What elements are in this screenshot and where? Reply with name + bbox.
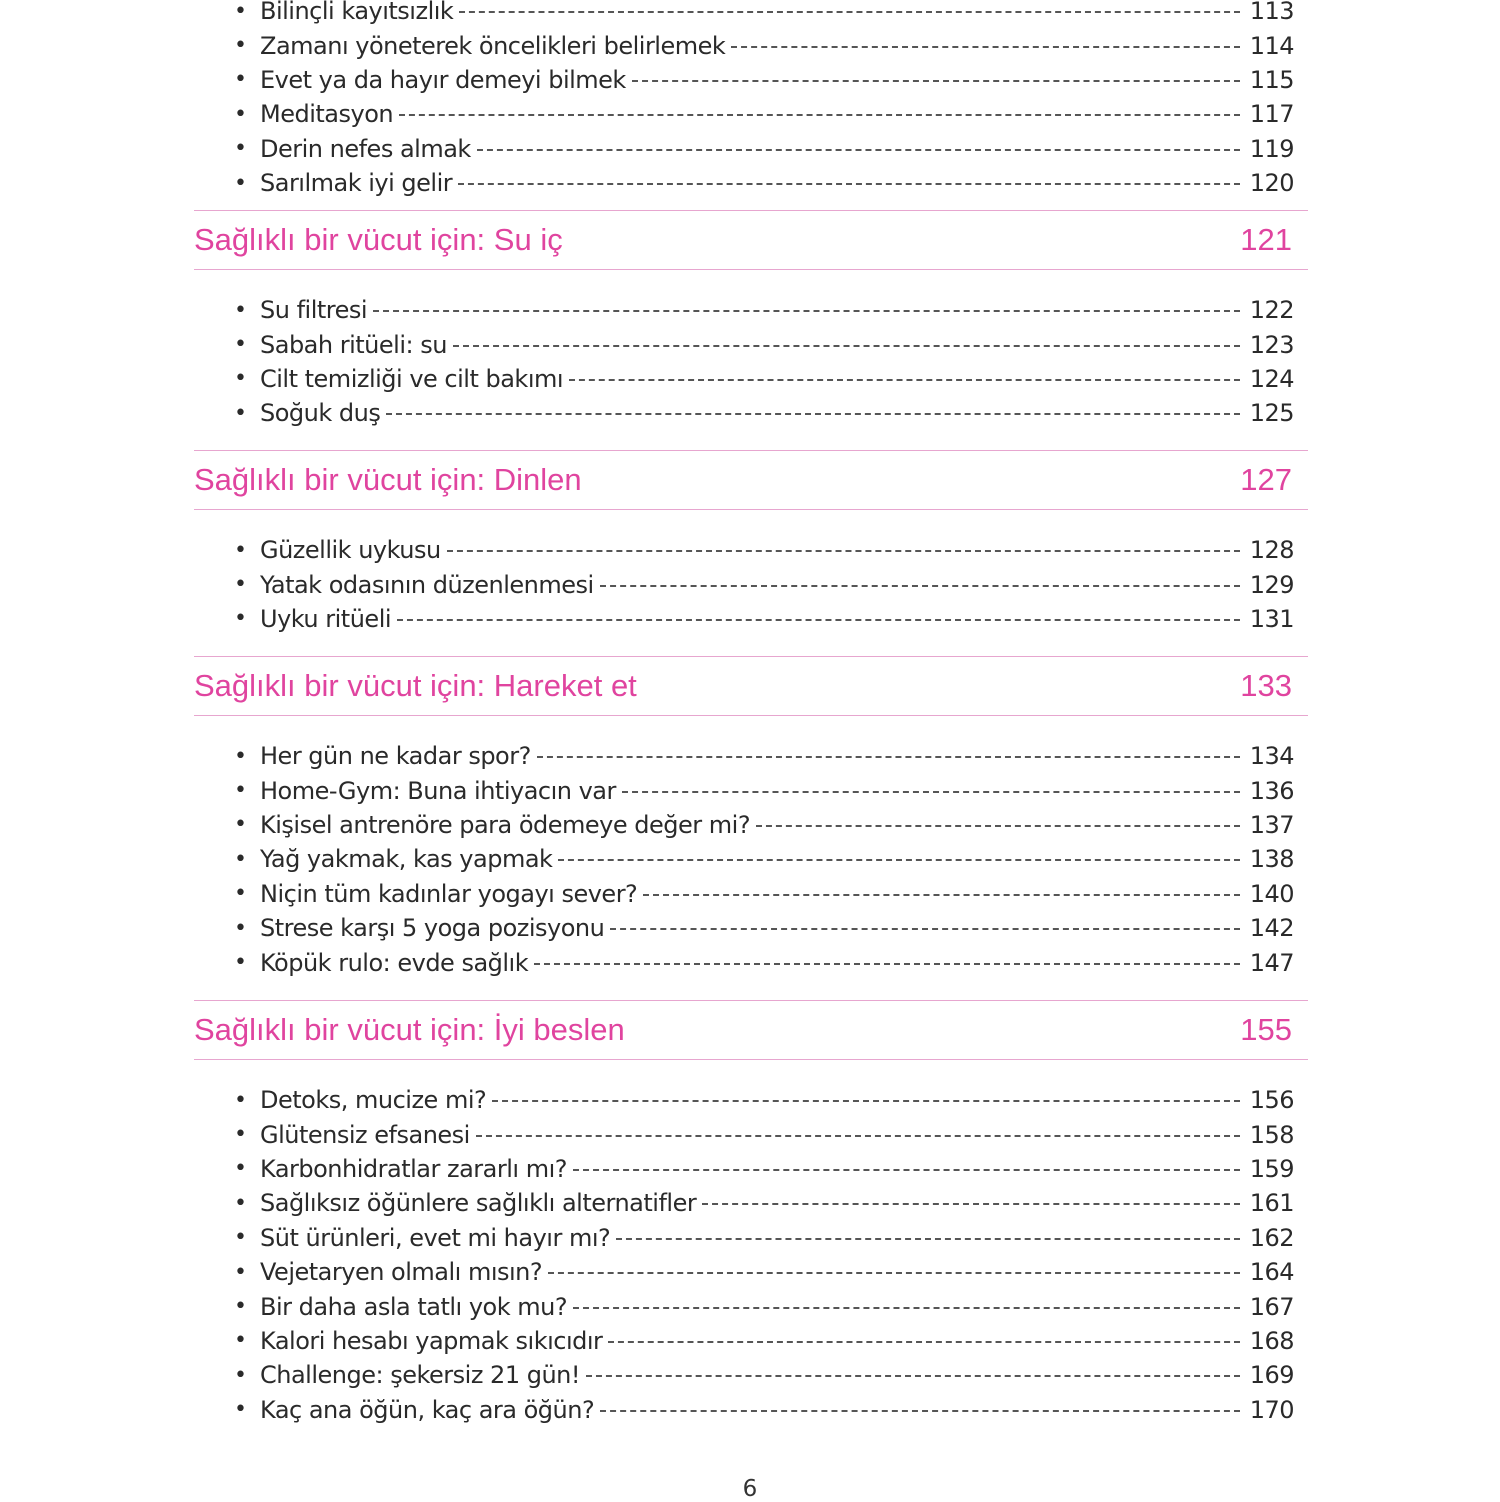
toc-item[interactable] — [234, 1221, 1294, 1255]
dotted-leader — [386, 413, 1239, 415]
toc-item-label: Sağlıksız öğünlere sağlıklı alternatifler — [260, 1189, 697, 1218]
dotted-leader — [534, 963, 1240, 965]
section-title: Sağlıklı bir vücut için: Dinlen — [194, 462, 582, 497]
toc-item-label: Güzellik uykusu — [260, 536, 441, 565]
bullet-icon: • — [234, 1087, 247, 1113]
dotted-leader — [399, 114, 1240, 116]
toc-item[interactable] — [234, 808, 1294, 842]
toc-item-label: Yağ yakmak, kas yapmak — [260, 845, 553, 874]
dotted-leader — [573, 1307, 1240, 1309]
toc-item[interactable] — [234, 739, 1294, 773]
toc-item[interactable] — [234, 773, 1294, 807]
toc-item-label: Cilt temizliği ve cilt bakımı — [260, 364, 564, 393]
toc-item[interactable] — [234, 362, 1294, 396]
dotted-leader — [573, 1169, 1240, 1171]
bullet-icon: • — [234, 33, 247, 59]
dotted-leader — [600, 585, 1240, 587]
toc-item[interactable] — [234, 1117, 1294, 1151]
section-page: 133 — [1240, 668, 1292, 703]
page-number: 6 — [742, 1476, 758, 1502]
section-title: Sağlıklı bir vücut için: Su iç — [194, 222, 563, 257]
toc-item[interactable] — [234, 0, 1294, 28]
toc-item-label: Süt ürünleri, evet mi hayır mı? — [260, 1223, 611, 1252]
bullet-icon: • — [234, 332, 247, 358]
toc-item[interactable] — [234, 1255, 1294, 1289]
section-header-rest[interactable] — [194, 450, 1308, 510]
bullet-icon: • — [234, 606, 247, 632]
toc-item-label: Sarılmak iyi gelir — [260, 169, 453, 198]
bullet-icon: • — [234, 572, 247, 598]
toc-item-page: 138 — [1249, 845, 1294, 874]
toc-item[interactable] — [234, 1083, 1294, 1117]
bullet-icon: • — [234, 1122, 247, 1148]
toc-item-label: Meditasyon — [260, 100, 394, 129]
toc-item-page: 167 — [1249, 1292, 1294, 1321]
dotted-leader — [397, 619, 1240, 621]
bullet-icon: • — [234, 297, 247, 323]
toc-item-page: 131 — [1249, 604, 1294, 633]
dotted-leader — [622, 791, 1240, 793]
section-page: 121 — [1240, 222, 1292, 257]
bullet-icon: • — [234, 1362, 247, 1388]
dotted-leader — [476, 1135, 1240, 1137]
bullet-icon: • — [234, 67, 247, 93]
toc-item-page: 122 — [1249, 296, 1294, 325]
dotted-leader — [537, 756, 1240, 758]
toc-item[interactable] — [234, 877, 1294, 911]
toc-item-label: Sabah ritüeli: su — [260, 330, 447, 359]
toc-item-label: Su filtresi — [260, 296, 368, 325]
bullet-icon: • — [234, 1328, 247, 1354]
toc-item[interactable] — [234, 1324, 1294, 1358]
dotted-leader — [558, 859, 1239, 861]
dotted-leader — [610, 928, 1239, 930]
toc-group-1-list — [234, 293, 1294, 431]
toc-item-page: 170 — [1249, 1395, 1294, 1424]
toc-group-4-list — [234, 1083, 1294, 1427]
toc-item-page: 134 — [1249, 742, 1294, 771]
bullet-icon: • — [234, 170, 247, 196]
toc-item-page: 113 — [1249, 0, 1294, 26]
toc-item-label: Kişisel antrenöre para ödemeye değer mi? — [260, 810, 751, 839]
dotted-leader — [569, 379, 1240, 381]
bullet-icon: • — [234, 881, 247, 907]
dotted-leader — [586, 1375, 1240, 1377]
toc-item-page: 128 — [1249, 536, 1294, 565]
dotted-leader — [373, 310, 1240, 312]
toc-item-label: Strese karşı 5 yoga pozisyonu — [260, 914, 605, 943]
toc-item-label: Evet ya da hayır demeyi bilmek — [260, 65, 626, 94]
toc-item-page: 124 — [1249, 364, 1294, 393]
section-header-move[interactable] — [194, 656, 1308, 716]
toc-item[interactable] — [234, 28, 1294, 62]
toc-item[interactable] — [234, 132, 1294, 166]
bullet-icon: • — [234, 1225, 247, 1251]
bullet-icon: • — [234, 915, 247, 941]
toc-item-label: Kalori hesabı yapmak sıkıcıdır — [260, 1326, 603, 1355]
dotted-leader — [459, 11, 1239, 13]
toc-item-label: Karbonhidratlar zararlı mı? — [260, 1154, 567, 1183]
toc-item-page: 117 — [1249, 100, 1294, 129]
toc-group-3-list — [234, 739, 1294, 980]
toc-item-label: Yatak odasının düzenlenmesi — [260, 570, 594, 599]
toc-item[interactable] — [234, 1358, 1294, 1392]
toc-item-page: 168 — [1249, 1326, 1294, 1355]
toc-item-label: Glütensiz efsanesi — [260, 1120, 470, 1149]
dotted-leader — [447, 550, 1240, 552]
dotted-leader — [756, 825, 1240, 827]
toc-item[interactable] — [234, 567, 1294, 601]
bullet-icon: • — [234, 950, 247, 976]
section-header-water[interactable] — [194, 210, 1308, 270]
bullet-icon: • — [234, 0, 247, 24]
toc-item[interactable] — [234, 533, 1294, 567]
toc-item-label: Zamanı yöneterek öncelikleri belirlemek — [260, 31, 726, 60]
toc-item-label: Soğuk duş — [260, 399, 381, 428]
bullet-icon: • — [234, 846, 247, 872]
bullet-icon: • — [234, 400, 247, 426]
section-title: Sağlıklı bir vücut için: Hareket et — [194, 668, 637, 703]
dotted-leader — [731, 46, 1239, 48]
toc-item-label: Challenge: şekersiz 21 gün! — [260, 1361, 580, 1390]
bullet-icon: • — [234, 101, 247, 127]
toc-item[interactable] — [234, 1289, 1294, 1323]
toc-item[interactable] — [234, 842, 1294, 876]
toc-item-label: Kaç ana öğün, kaç ara öğün? — [260, 1395, 595, 1424]
toc-item-page: 119 — [1249, 134, 1294, 163]
toc-item-page: 114 — [1249, 31, 1294, 60]
toc-item-page: 115 — [1249, 65, 1294, 94]
toc-item-label: Derin nefes almak — [260, 134, 471, 163]
bullet-icon: • — [234, 743, 247, 769]
toc-item-page: 158 — [1249, 1120, 1294, 1149]
toc-item[interactable] — [234, 396, 1294, 430]
bullet-icon: • — [234, 136, 247, 162]
toc-item-page: 142 — [1249, 914, 1294, 943]
bullet-icon: • — [234, 1156, 247, 1182]
dotted-leader — [458, 183, 1240, 185]
toc-item-label: Home-Gym: Buna ihtiyacın var — [260, 776, 616, 805]
toc-item-page: 156 — [1249, 1086, 1294, 1115]
dotted-leader — [492, 1100, 1239, 1102]
dotted-leader — [643, 894, 1239, 896]
bullet-icon: • — [234, 778, 247, 804]
toc-item-page: 129 — [1249, 570, 1294, 599]
toc-item-page: 136 — [1249, 776, 1294, 805]
dotted-leader — [608, 1341, 1239, 1343]
dotted-leader — [702, 1203, 1239, 1205]
toc-item[interactable] — [234, 1393, 1294, 1427]
toc-item-page: 137 — [1249, 810, 1294, 839]
bullet-icon: • — [234, 812, 247, 838]
bullet-icon: • — [234, 1294, 247, 1320]
bullet-icon: • — [234, 537, 247, 563]
toc-item[interactable] — [234, 1186, 1294, 1220]
toc-item-label: Niçin tüm kadınlar yogayı sever? — [260, 879, 638, 908]
section-page: 127 — [1240, 462, 1292, 497]
toc-group-0-list — [234, 0, 1294, 200]
toc-item-page: 169 — [1249, 1361, 1294, 1390]
bullet-icon: • — [234, 1259, 247, 1285]
toc-item[interactable] — [234, 1152, 1294, 1186]
dotted-leader — [477, 149, 1240, 151]
bullet-icon: • — [234, 1190, 247, 1216]
dotted-leader — [600, 1410, 1239, 1412]
toc-item[interactable] — [234, 293, 1294, 327]
toc-group-2-list — [234, 533, 1294, 636]
toc-item-label: Uyku ritüeli — [260, 604, 392, 633]
toc-item[interactable] — [234, 911, 1294, 945]
toc-item-page: 120 — [1249, 169, 1294, 198]
toc-item-page: 159 — [1249, 1154, 1294, 1183]
toc-item[interactable] — [234, 945, 1294, 979]
dotted-leader — [632, 80, 1240, 82]
toc-item[interactable] — [234, 97, 1294, 131]
bullet-icon: • — [234, 1397, 247, 1423]
toc-item[interactable] — [234, 327, 1294, 361]
toc-item[interactable] — [234, 63, 1294, 97]
dotted-leader — [453, 345, 1240, 347]
toc-item[interactable] — [234, 166, 1294, 200]
toc-item-page: 162 — [1249, 1223, 1294, 1252]
toc-item-label: Köpük rulo: evde sağlık — [260, 948, 529, 977]
toc-item-label: Detoks, mucize mi? — [260, 1086, 487, 1115]
dotted-leader — [548, 1272, 1240, 1274]
section-header-nutrition[interactable] — [194, 1000, 1308, 1060]
toc-item-page: 164 — [1249, 1258, 1294, 1287]
toc-item-page: 125 — [1249, 399, 1294, 428]
section-title: Sağlıklı bir vücut için: İyi beslen — [194, 1012, 625, 1047]
toc-item-page: 161 — [1249, 1189, 1294, 1218]
toc-item[interactable] — [234, 602, 1294, 636]
toc-item-label: Bilinçli kayıtsızlık — [260, 0, 454, 26]
toc-item-page: 123 — [1249, 330, 1294, 359]
section-page: 155 — [1240, 1012, 1292, 1047]
bullet-icon: • — [234, 366, 247, 392]
toc-item-label: Bir daha asla tatlı yok mu? — [260, 1292, 568, 1321]
toc-item-label: Vejetaryen olmalı mısın? — [260, 1258, 543, 1287]
dotted-leader — [616, 1238, 1239, 1240]
toc-item-page: 147 — [1249, 948, 1294, 977]
toc-item-label: Her gün ne kadar spor? — [260, 742, 531, 771]
toc-item-page: 140 — [1249, 879, 1294, 908]
